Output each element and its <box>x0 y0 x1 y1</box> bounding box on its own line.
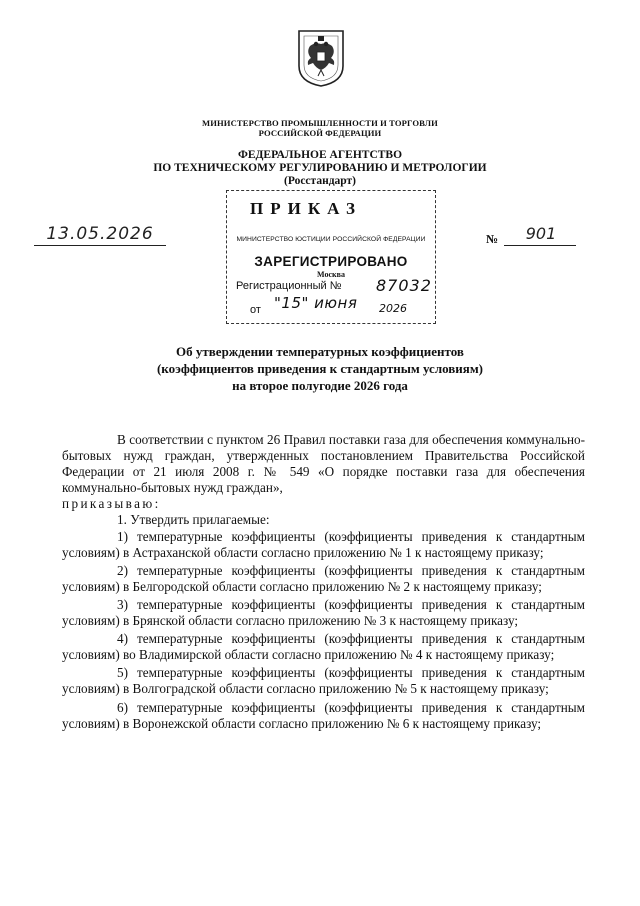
document-body <box>62 432 585 734</box>
preamble: В соответствии с пунктом 26 Правил поставки газа для обеспечения коммунально-бытовых нужд граждан, утвержденных постановлением Правительства Российской Федерации от 21 июля 2008 г. № 549 «О порядке поставки газа для обеспечения коммунально-бытовых нужд граждан», <box>62 432 585 496</box>
registration-stamp <box>226 190 436 324</box>
point-1: 1. Утвердить прилагаемые: <box>117 512 270 528</box>
order-title: ПРИКАЗ <box>250 199 362 218</box>
order-number-underline <box>504 245 576 246</box>
agency-line-2: ПО ТЕХНИЧЕСКОМУ РЕГУЛИРОВАНИЮ И МЕТРОЛОГИИ <box>153 162 487 174</box>
stamp-date: "15" июня <box>274 294 358 312</box>
order-number-label: № <box>486 232 499 246</box>
order-date: 13.05.2026 <box>46 224 154 244</box>
agency-header <box>0 149 640 188</box>
list-item: 1) температурные коэффициенты (коэффициенты приведения к стандартным условиям) в Астраханской области согласно приложению № 1 к настоящему приказу; <box>62 528 585 560</box>
list-item: 5) температурные коэффициенты (коэффициенты приведения к стандартным условиям) в Волгоградской области согласно приложению № 5 к настоящему приказу; <box>62 665 585 697</box>
order-number: 901 <box>525 224 557 243</box>
agency-line-3: (Росстандарт) <box>284 175 356 187</box>
list-item: 2) температурные коэффициенты (коэффициенты приведения к стандартным условиям) в Белгородской области согласно приложению № 2 к настоящему приказу; <box>62 562 585 594</box>
ministry-header <box>0 118 640 138</box>
coat-of-arms-emblem <box>296 28 346 88</box>
stamp-reg-label: Регистрационный № <box>236 280 342 292</box>
stamp-reg-number: 87032 <box>376 276 432 295</box>
agency-line-1: ФЕДЕРАЛЬНОЕ АГЕНТСТВО <box>237 149 403 161</box>
document-title <box>0 343 640 394</box>
stamp-year: 2026 <box>379 302 407 315</box>
ministry-line-2: РОССИЙСКОЙ ФЕДЕРАЦИИ <box>258 128 382 138</box>
stamp-city: Москва <box>317 270 345 279</box>
order-word: приказываю: <box>62 496 161 512</box>
title-line-1: Об утверждении температурных коэффициентов <box>176 344 464 359</box>
title-line-2: (коэффициентов приведения к стандартным условиям) <box>156 361 484 376</box>
list-item: 4) температурные коэффициенты (коэффициенты приведения к стандартным условиям) во Владимирской области согласно приложению № 4 к настоящему приказу; <box>62 631 585 663</box>
title-line-3: на второе полугодие 2026 года <box>232 378 408 393</box>
ministry-line-1: МИНИСТЕРСТВО ПРОМЫШЛЕННОСТИ И ТОРГОВЛИ <box>202 118 438 128</box>
order-date-underline <box>34 245 166 246</box>
list-item: 6) температурные коэффициенты (коэффициенты приведения к стандартным условиям) в Воронежской области согласно приложению № 6 к настоящему приказу; <box>62 699 585 731</box>
stamp-from-label: от <box>250 304 261 316</box>
stamp-ministry: МИНИСТЕРСТВО ЮСТИЦИИ РОССИЙСКОЙ ФЕДЕРАЦИИ <box>236 236 426 243</box>
list-item: 3) температурные коэффициенты (коэффициенты приведения к стандартным условиям) в Брянской области согласно приложению № 3 к настоящему приказу; <box>62 596 585 629</box>
stamp-registered: ЗАРЕГИСТРИРОВАНО <box>254 254 408 269</box>
